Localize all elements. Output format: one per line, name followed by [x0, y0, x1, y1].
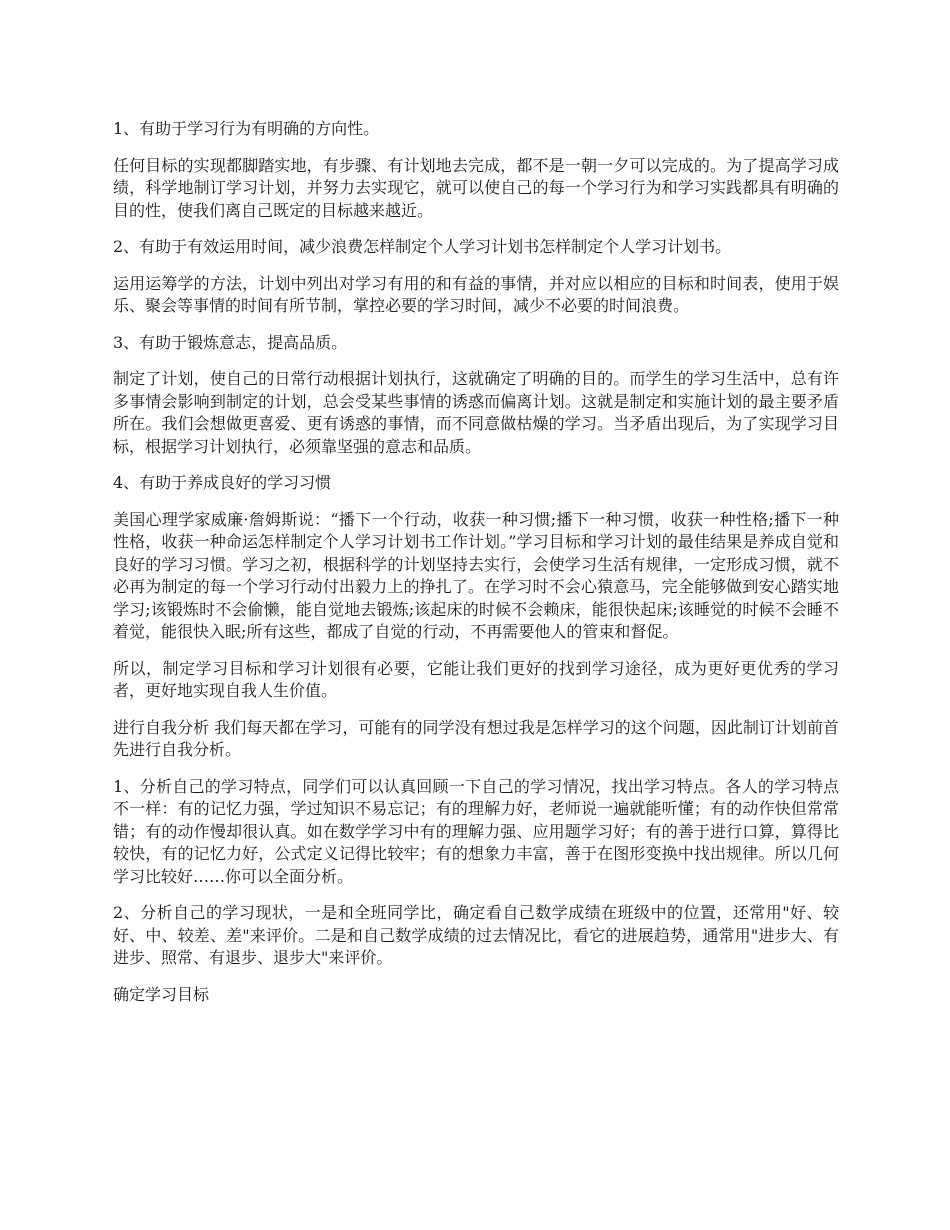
- document-page: [113, 118, 839, 1020]
- paragraph-willpower: 制定了计划，使自己的日常行动根据计划执行，这就确定了明确的目的。而学生的学习生活中，总有许多事情会影响到制定的计划，总会受某些事情的诱惑而偏离计划。这就是制定和实施计划的最主要矛盾所在。我们会想做更喜爱、更有诱惑的事情，而不同意做枯燥的学习。当矛盾出现后，为了实现学习目标，根据学习计划执行，必须靠坚强的意志和品质。: [113, 369, 839, 456]
- paragraph-habits: 美国心理学家威廉·詹姆斯说：“播下一个行动，收获一种习惯;播下一种习惯，收获一种性格;播下一种性格，收获一种命运怎样制定个人学习计划书工作计划。”学习目标和学习计划的最佳结果是养成自觉和良好的学习习惯。学习之初，根据科学的计划坚持去实行，会使学习生活有规律，一定形成习惯，就不必再为制定的每一个学习行动付出毅力上的挣扎了。在学习时不会心猿意马，完全能够做到安心踏实地学习;该锻炼时不会偷懒，能自觉地去锻炼;该起床的时候不会赖床，能很快起床;该睡觉的时候不会睡不着觉，能很快入眠;所有这些，都成了自觉的行动，不再需要他人的管束和督促。: [113, 509, 839, 641]
- paragraph-goal-direction: 任何目标的实现都脚踏实地，有步骤、有计划地去完成，都不是一朝一夕可以完成的。为了提高学习成绩，科学地制订学习计划，并努力去实现它，就可以使自己的每一个学习行为和学习实践都具有明确的目的性，使我们离自己既定的目标越来越近。: [113, 155, 839, 220]
- section-heading-3: 3、有助于锻炼意志，提高品质。: [113, 332, 348, 352]
- paragraph-self-analysis: 进行自我分析 我们每天都在学习，可能有的同学没有想过我是怎样学习的这个问题，因此制订计划前首先进行自我分析。: [113, 717, 839, 759]
- paragraph-time-use: 运用运筹学的方法，计划中列出对学习有用的和有益的事情，并对应以相应的目标和时间表，使用于娱乐、聚会等事情的时间有所节制，掌控必要的学习时间，减少不必要的时间浪费。: [113, 273, 839, 315]
- paragraph-learning-status: 2、分析自己的学习现状，一是和全班同学比，确定看自己数学成绩在班级中的位置，还常用"好、较好、中、较差、差"来评价。二是和自己数学成绩的过去情况比，看它的进展趋势，通常用"进步大、有进步、照常、有退步、退步大"来评价。: [113, 903, 839, 967]
- section-heading-1: 1、有助于学习行为有明确的方向性。: [113, 119, 380, 138]
- section-heading-goals: 确定学习目标: [113, 984, 210, 1004]
- section-heading-2: 2、有助于有效运用时间，减少浪费怎样制定个人学习计划书怎样制定个人学习计划书。: [113, 237, 732, 256]
- paragraph-conclusion: 所以，制定学习目标和学习计划很有必要，它能让我们更好的找到学习途径，成为更好更优秀的学习者，更好地实现自我人生价值。: [113, 658, 839, 700]
- paragraph-learning-traits: 1、分析自己的学习特点，同学们可以认真回顾一下自己的学习情况，找出学习特点。各人的学习特点不一样：有的记忆力强，学过知识不易忘记；有的理解力好，老师说一遍就能听懂；有的动作快但常常错；有的动作慢却很认真。如在数学学习中有的理解力强、应用题学习好；有的善于进行口算，算得比较快，有的记忆力好，公式定义记得比较牢；有的想象力丰富，善于在图形变换中找出规律。所以几何学习比较好……你可以全面分析。: [113, 776, 839, 886]
- section-heading-4: 4、有助于养成良好的学习习惯: [113, 473, 332, 492]
